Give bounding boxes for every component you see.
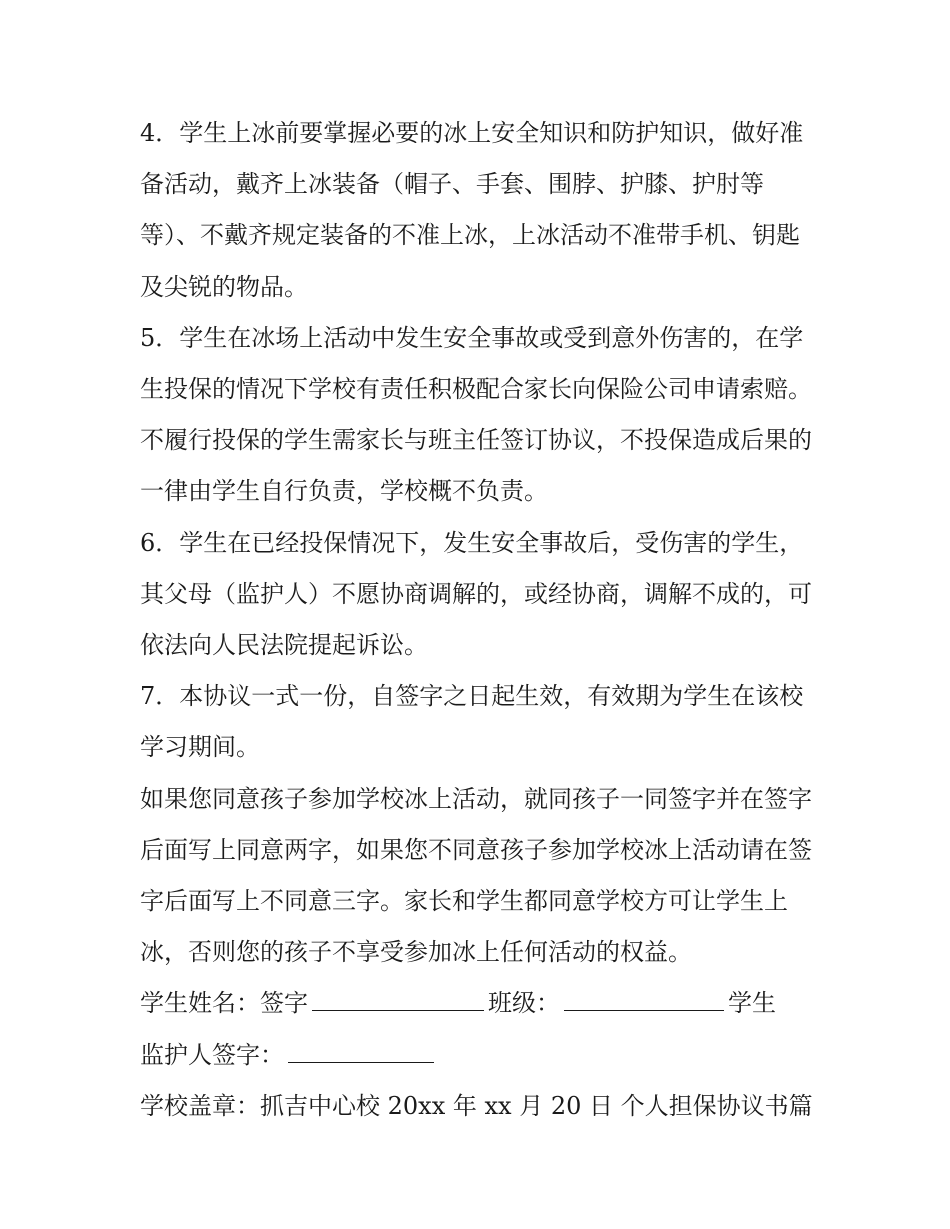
clause-4 <box>140 108 820 313</box>
guardian-label-part2: 监护人签字： <box>140 1040 284 1069</box>
clause-number: 5． <box>140 323 180 352</box>
signature-block <box>140 978 820 1080</box>
clause-text: 学生上冰前要掌握必要的冰上安全知识和防护知识，做好准备活动，戴齐上冰装备（帽子、手套、围脖、护膝、护肘等等）、不戴齐规定装备的不准上冰，上冰活动不准带手机、钥匙及尖锐的物品。 <box>140 119 804 301</box>
consent-paragraph: 如果您同意孩子参加学校冰上活动，就同孩子一同签字并在签字后面写上同意两字，如果您不同意孩子参加学校冰上活动请在签字后面写上不同意三字。家长和学生都同意学校方可让学生上冰，否则您的孩子不享受参加冰上任何活动的权益。 <box>140 784 812 967</box>
student-name-label: 学生姓名：签字 <box>140 989 308 1018</box>
clause-number: 7． <box>140 682 180 711</box>
class-label: 班级： <box>488 989 560 1018</box>
class-blank[interactable] <box>564 982 724 1011</box>
clause-7 <box>140 671 820 773</box>
clause-6 <box>140 518 820 672</box>
guardian-label-part1: 学生 <box>728 989 776 1018</box>
clause-number: 4． <box>140 119 180 147</box>
clause-text: 学生在已经投保情况下，发生安全事故后，受伤害的学生，其父母（监护人）不愿协商调解的，或经协商，调解不成的，可依法向人民法院提起诉讼。 <box>140 528 812 660</box>
clause-number: 6． <box>140 528 180 557</box>
footer-line: 学校盖章：抓吉中心校 20xx 年 xx 月 20 日 个人担保协议书篇 <box>140 1091 813 1120</box>
clause-text: 本协议一式一份，自签字之日起生效，有效期为学生在该校学习期间。 <box>140 682 804 762</box>
clause-text: 学生在冰场上活动中发生安全事故或受到意外伤害的，在学生投保的情况下学校有责任积极配合家长向保险公司申请索赔。不履行投保的学生需家长与班主任签订协议，不投保造成后果的一律由学生自行负责，学校概不负责。 <box>140 323 812 506</box>
document-page <box>140 108 820 1132</box>
clause-5 <box>140 313 820 518</box>
guardian-signature-blank[interactable] <box>288 1034 434 1063</box>
student-signature-blank[interactable] <box>312 982 484 1011</box>
